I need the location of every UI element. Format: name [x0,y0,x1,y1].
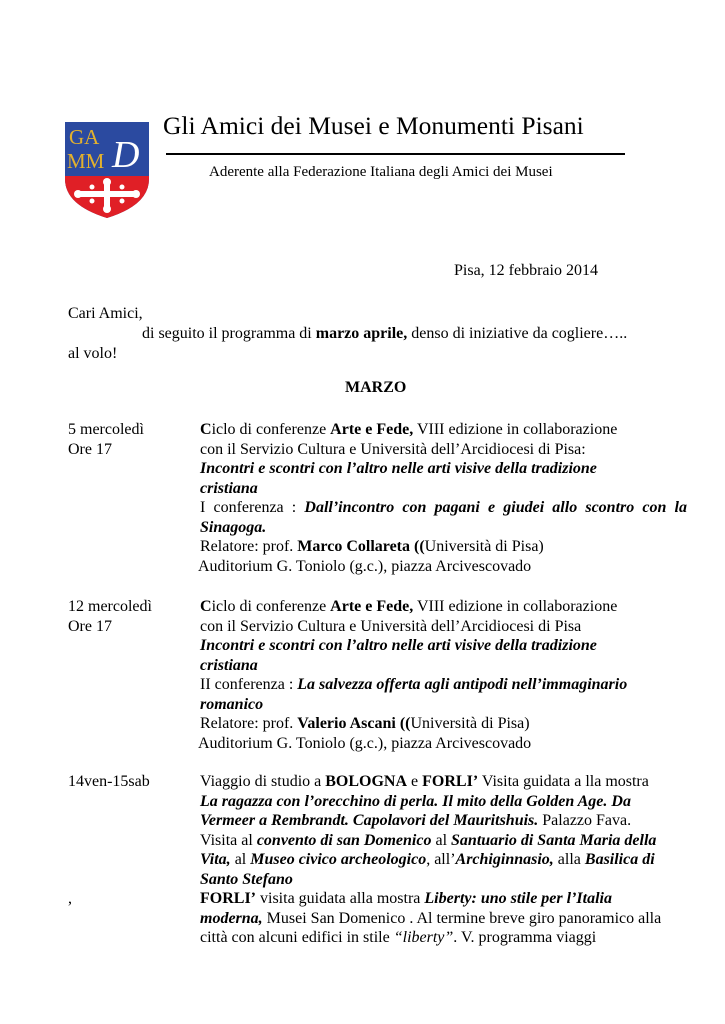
trip-date: 14ven-15sab [68,773,150,790]
event-theme: Incontri e scontri con l’altro nelle arti visive della tradizione cristiana [200,637,597,674]
header-rule [166,153,625,155]
month-heading: MARZO [345,379,407,396]
place-name: convento di san Domenico [256,831,432,849]
speaker-affiliation: Università di Pisa) [410,715,530,732]
trip-text: Visita guidata a lla mostra [478,773,649,790]
event-speaker [200,714,687,734]
trip-city: FORLI’ [422,773,479,790]
trip-text: , all’ [426,851,456,868]
cycle-text: iclo di conferenze [211,421,331,438]
trip-text: Palazzo Fava. Visita al [200,812,632,849]
trip-details [200,772,662,948]
cycle-text-b: VIII edizione in collaborazione [413,421,618,438]
conference-prefix: II conferenza : [200,676,298,693]
event-date-column [68,420,144,459]
trip-text: visita guidata alla mostra [256,890,425,907]
trip-text: alla [553,851,585,868]
event-theme: Incontri e scontri con l’altro nelle arti visive della tradizione cristiana [200,460,597,497]
crest-letter-d: D [112,134,140,176]
exhibition-title: Liberty: uno stile per l’Italia moderna, [200,890,612,927]
conference-title: La salvezza offerta agli antipodi nell’immaginario romanico [200,676,628,713]
trip-text: . V. programma viaggi [453,929,597,946]
trip-forli [200,889,662,948]
cycle-text-b: VIII edizione in collaborazione [413,598,618,615]
drop-letter: C [200,598,212,615]
exhibition-title: La ragazza con l’orecchino di perla. Il mito della Golden Age. Da Vermeer a Rembrandt. Capolavori del Mauritshuis. [200,792,631,829]
conference-prefix: I conferenza : [200,499,305,516]
speaker-prefix: Relatore: prof. [200,538,298,555]
speaker-name: Marco Collareta (( [297,538,425,555]
letter-date: Pisa, 12 febbraio 2014 [454,262,598,279]
event-time: Ore 17 [68,440,112,458]
event-speaker [200,537,687,557]
trip-city: BOLOGNA [325,773,408,790]
event-time: Ore 17 [68,617,112,635]
cycle-bold: Arte e Fede, [330,598,414,615]
event-venue: Auditorium G. Toniolo (g.c.), piazza Arcivescovado [198,734,532,752]
speaker-affiliation: Università di Pisa) [424,538,544,555]
intro-text-a: di seguito il programma di [142,325,316,342]
organization-title: Gli Amici dei Musei e Monumenti Pisani [163,111,584,140]
speaker-name: Valerio Ascani (( [297,715,411,732]
trip-text: al [230,851,251,868]
event-details [200,597,687,753]
association-crest-logo [64,121,150,219]
intro-line [142,324,627,343]
trip-text: al [431,831,452,849]
event-cycle-line [200,420,687,440]
event-details [200,420,687,576]
event-cycle-line-2: con il Servizio Cultura e Università dell’Arcidiocesi di Pisa: [200,440,586,458]
place-name: Basilica di Santo Stefano [200,851,655,888]
intro-text-b: denso di iniziative da cogliere….. [407,325,628,342]
cycle-bold: Arte e Fede, [330,421,414,438]
crest-letters-mid: MM [67,149,105,173]
event-conference [200,498,687,537]
trip-bologna [200,772,662,889]
event-cycle-line [200,597,687,617]
crest-letters-top: GA [69,125,100,149]
place-name: Museo civico archeologico [250,851,427,868]
event-date: 5 mercoledì [68,421,144,438]
conference-title: Dall’incontro con pagani e giudei allo scontro con la Sinagoga. [200,499,688,536]
trip-text: Musei San Domenico . Al termine breve giro panoramico alla città con alcuni edifici in stile [200,909,662,946]
trip-text: e [407,773,423,790]
event-date: 12 mercoledì [68,598,152,615]
drop-letter: C [200,421,212,438]
trip-text: Viaggio di studio a [200,773,326,790]
event-venue: Auditorium G. Toniolo (g.c.), piazza Arcivescovado [198,557,532,575]
greeting: Cari Amici, [68,305,143,322]
trip-city: FORLI’ [200,890,256,907]
place-name: Santuario di Santa Maria della Vita, [200,831,657,868]
event-conference [200,675,670,714]
intro-line-2: al volo! [68,345,118,362]
stray-comma: , [68,890,72,907]
event-cycle-line-2: con il Servizio Cultura e Università dell’Arcidiocesi di Pisa [200,617,582,635]
event-date-column [68,597,152,636]
cycle-text: iclo di conferenze [211,598,331,615]
intro-bold: marzo aprile, [315,325,408,342]
organization-subtitle: Aderente alla Federazione Italiana degli Amici dei Musei [209,164,553,180]
place-name: Archiginnasio, [455,851,554,868]
speaker-prefix: Relatore: prof. [200,715,298,732]
style-name: “liberty” [393,929,454,946]
